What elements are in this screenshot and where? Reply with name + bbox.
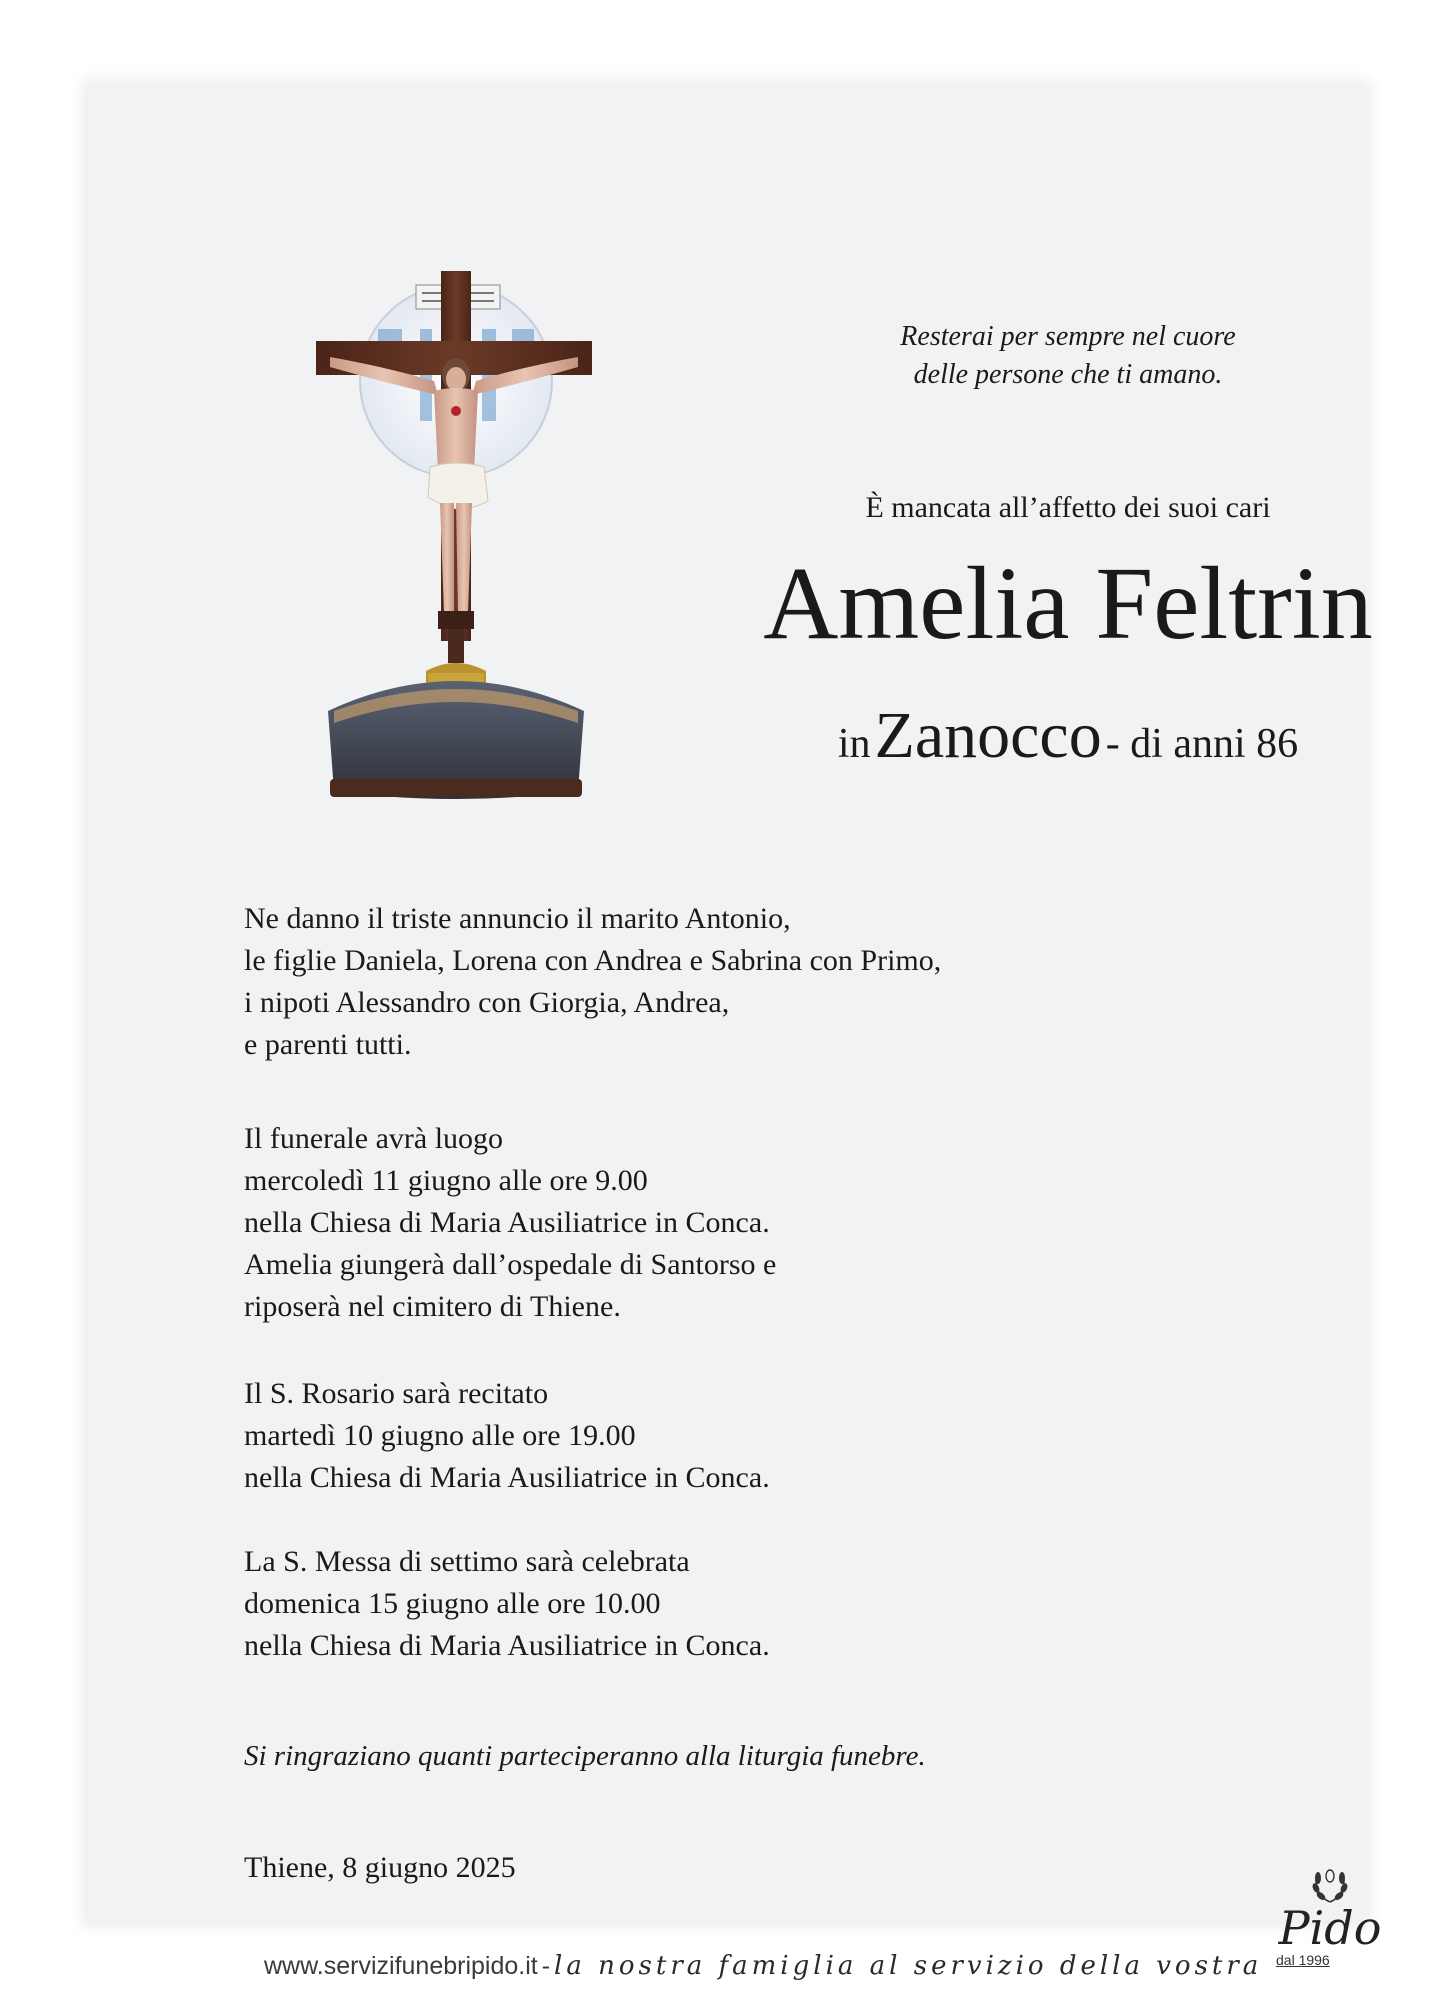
mass-block [244, 1541, 770, 1667]
website-link[interactable]: www.servizifunebripido.it [264, 1952, 538, 1980]
rosary-block [244, 1373, 770, 1499]
quote-line: Resterai per sempre nel cuore [900, 321, 1236, 352]
text-line: Ne danno il triste annuncio il marito Antonio, [244, 902, 791, 935]
text-line: i nipoti Alessandro con Giorgia, Andrea, [244, 986, 730, 1019]
quote-line: delle persone che ti amano. [913, 359, 1223, 390]
text-line: le figlie Daniela, Lorena con Andrea e Sabrina con Primo, [244, 944, 942, 977]
text-line: domenica 15 giugno alle ore 10.00 [244, 1587, 661, 1620]
text-line: nella Chiesa di Maria Ausiliatrice in Conca. [244, 1629, 770, 1662]
logo-since: dal 1996 [1276, 1952, 1330, 1968]
text-line: nella Chiesa di Maria Ausiliatrice in Conca. [244, 1206, 770, 1239]
obituary-sheet [88, 86, 1382, 1981]
footer-separator: - [541, 1952, 551, 1980]
thanks-text: Si ringraziano quanti parteciperanno alla liturgia funebre. [244, 1740, 926, 1772]
logo-brand: Pido [1278, 1901, 1382, 1955]
intro-text: È mancata all’affetto dei suoi cari [865, 491, 1271, 524]
crucifix-icon [316, 271, 592, 801]
age-text: - di anni 86 [1105, 721, 1299, 767]
footer [264, 1948, 1262, 1988]
memorial-quote [788, 318, 1348, 394]
company-logo [1270, 1866, 1390, 1976]
footer-motto: la nostra famiglia al servizio della vostra [554, 1951, 1263, 1981]
married-line [708, 701, 1428, 788]
text-line: e parenti tutti. [244, 1028, 412, 1061]
text-line: La S. Messa di settimo sarà celebrata [244, 1545, 690, 1578]
text-line: nella Chiesa di Maria Ausiliatrice in Conca. [244, 1461, 770, 1494]
place-date: Thiene, 8 giugno 2025 [244, 1851, 516, 1884]
married-surname: Zanocco [874, 699, 1102, 772]
funeral-block [244, 1118, 776, 1328]
married-prefix: in [837, 721, 871, 767]
text-line: mercoledì 11 giugno alle ore 9.00 [244, 1164, 648, 1197]
laurel-wreath-icon [1308, 1866, 1352, 1906]
text-line: Il funerale avrà luogo [244, 1122, 504, 1155]
text-line: riposerà nel cimitero di Thiene. [244, 1290, 621, 1323]
text-line: martedì 10 giugno alle ore 19.00 [244, 1419, 636, 1452]
announcement-block [244, 898, 941, 1066]
text-line: Amelia giungerà dall’ospedale di Santorso e [244, 1248, 777, 1281]
text-line: Il S. Rosario sarà recitato [244, 1377, 549, 1410]
deceased-name: Amelia Feltrin [763, 546, 1373, 661]
